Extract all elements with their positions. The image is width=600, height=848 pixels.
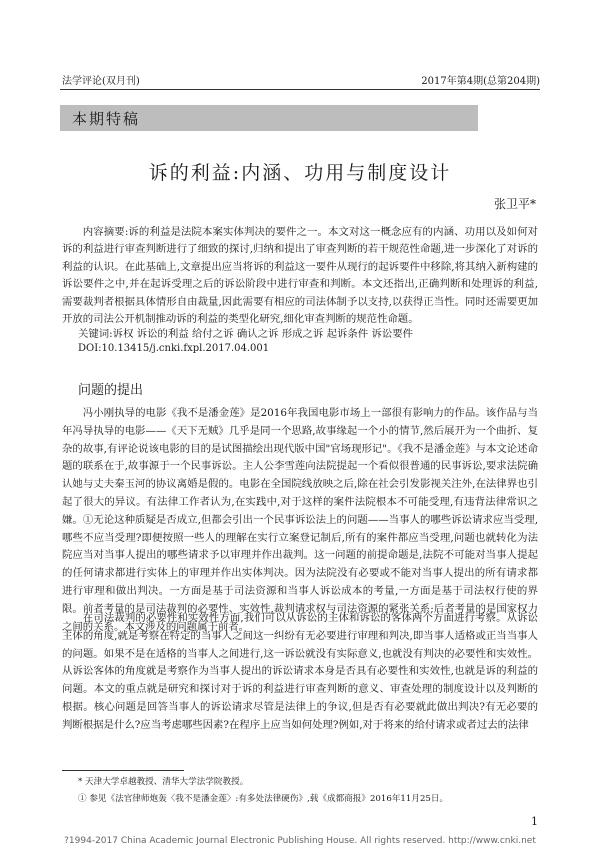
section-label: 本期特稿 bbox=[72, 110, 141, 128]
body-paragraph: 在司法裁判的必要性和实效性方面,我们可以从诉讼的主体和诉讼的客体两个方面进行考察。从诉讼主体的角度,就是考察在特定的当事人之间这一纠纷有无必要进行审理和判决,即当事人适格或正当当事人的问题。如果不是在适格的当事人之间进行,这一诉讼就没有实际意义,也就没有判决的必要性和实效性。从诉讼客体的角度就是考察作为当事人提出的诉讼请求本身是否具有必要性和实效性,也就是诉的利益的问题。本文的重点就是研究和探讨对于诉的利益进行审查判断的意义、审查处理的制度设计以及判断的根据。核心问题是回答当事人的诉讼请求尽管是法律上的争议,但是否有必要就此做出判决?有无必要的判断根据是什么?应当考虑哪些因素?在程序上应当如何处理?例如,对于将来的给付请求或者过去的法律 bbox=[62, 612, 538, 731]
section-banner bbox=[60, 105, 478, 131]
journal-name: 法学评论(双月刊) bbox=[62, 76, 140, 87]
header-rule bbox=[60, 89, 540, 90]
footnote-rule bbox=[62, 770, 184, 771]
footnote-1: ① 参见《法官律师炮轰〈我不是潘金莲〉:有多处法律硬伤》,载《成都商报》2016年11月25日。 bbox=[78, 794, 449, 804]
doi: DOI:10.13415/j.cnki.fxpl.2017.04.001 bbox=[78, 343, 270, 354]
article-author: 张卫平* bbox=[493, 197, 536, 211]
keywords: 关键词:诉权 诉讼的利益 给付之诉 确认之诉 形成之诉 起诉条件 诉讼要件 bbox=[78, 328, 414, 340]
footnote-author: * 天津大学卓越教授、清华大学法学院教授。 bbox=[78, 777, 249, 787]
page-number: 1 bbox=[531, 815, 538, 828]
section-heading: 问题的提出 bbox=[78, 383, 144, 398]
abstract: 内容摘要:诉的利益是法院本案实体判决的要件之一。本文对这一概念应有的内涵、功用以及如何对诉的利益进行审查判断进行了细致的探讨,归纳和提出了审查判断的若干规范性命题,进一步深化了对诉的利益的认识。在此基础上,文章提出应当将诉的利益这一要件从现行的起诉要件中移除,将其纳入新构建的诉讼要件之中,并在起诉受理之后的诉讼阶段中进行审查和判断。本文还指出,正确判断和处理诉的利益,需要裁判者根据具体情形自由裁量,因此需要有相应的司法体制予以支持,以获得正当性。同时还需要更加开放的司法公开机制推动诉的利益的类型化研究,细化审查判断的规范性命题。 bbox=[62, 226, 538, 326]
body-paragraph: 冯小刚执导的电影《我不是潘金莲》是2016年我国电影市场上一部很有影响力的作品。该作品与当年冯导执导的电影——《天下无贼》几乎是同一个思路,故事缘起一个小的情节,然后展开为一个曲折、复杂的故事,有评论说该电影的目的是试图描绘出现代版中国"官场现形记"。《我不是潘金莲》与本文论述命题的联系在于,故事源于一个民事诉讼。主人公李雪莲向法院提起一个看似很普通的民事诉讼,要求法院确认她与丈夫秦玉河的协议离婚是假的。电影在全国院线放映之后,除在社会引发影视关注外,在法律界也引起了很大的异议。有法律工作者认为,在实践中,对于这样的案件法院根本不可能受理,有违背法律常识之嫌。①无论这种质疑是否成立,但都会引出一个民事诉讼法上的问题——当事人的哪些诉讼请求应当受理,哪些不应当受理?即便按照一些人的理解在实行立案登记制后,所有的案件都应当受理,问题也就转化为法院应当对当事人提出的哪些请求予以审理并作出裁判。这一问题的前提命题是,法院不可能对当事人提起的任何请求都进行实体上的审理并作出实体判决。因为法院没有必要或不能对当事人提出的所有请求都进行审理和做出判决。一方面是基于司法资源和当事人诉讼成本的考量,一方面是基于司法权行使的界限。前者考量的是司法裁判的必要性、实效性,裁判请求权与司法资源的紧张关系;后者考量的是国家权力之间的关系。本文涉及的问题属于前者。 bbox=[62, 407, 538, 633]
issue-info: 2017年第4期(总第204期) bbox=[421, 76, 540, 87]
article-title: 诉的利益:内涵、功用与制度设计 bbox=[148, 162, 452, 184]
copyright-notice: ?1994-2017 China Academic Journal Electronic Publishing House. All rights reserved. http://www.cnki.net bbox=[64, 836, 536, 846]
